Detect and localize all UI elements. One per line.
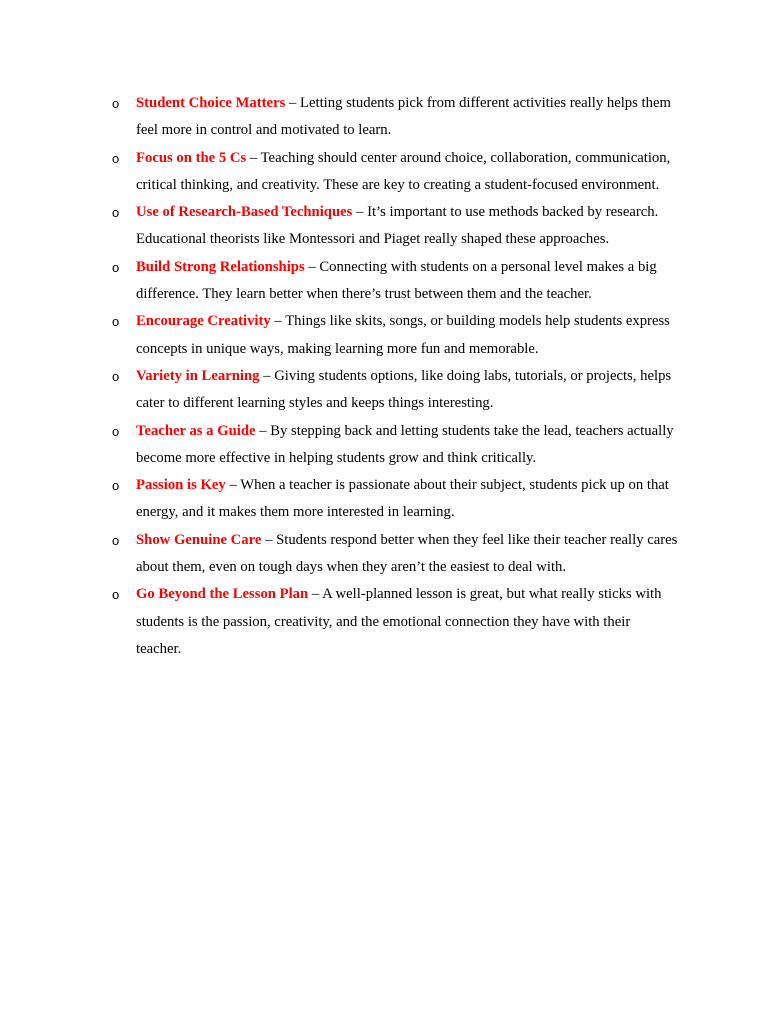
bullet-marker: o xyxy=(112,587,120,603)
list-item xyxy=(112,145,678,200)
bullet-text: A well-planned lesson is great, but what really sticks with students is the passion, creativity, and the emotional connection they have with their teacher. xyxy=(136,586,662,657)
bullet-text: Letting students pick from different activities really helps them feel more in control and motivated to learn. xyxy=(136,95,671,139)
bullet-separator: – xyxy=(246,149,261,166)
bullet-marker: o xyxy=(112,423,120,439)
bullet-marker: o xyxy=(112,96,120,111)
bullet-marker: o xyxy=(112,478,120,494)
list-item xyxy=(112,90,678,145)
bullet-separator: – xyxy=(304,258,320,275)
bullet-separator: – xyxy=(255,422,271,439)
bullet-title: Variety in Learning xyxy=(136,367,260,384)
bullet-title: Build Strong Relationships xyxy=(136,258,305,275)
bullet-separator: – xyxy=(261,531,277,548)
list-item xyxy=(112,418,678,473)
bullet-text: Students respond better when they feel like their teacher really cares about them, even on tough days when they aren’t the easiest to deal with. xyxy=(136,531,678,576)
bullet-marker: o xyxy=(112,150,120,166)
bullet-separator: – xyxy=(352,204,368,221)
bullet-separator: – xyxy=(308,586,323,603)
bullet-marker: o xyxy=(112,205,120,221)
bullet-title: Go Beyond the Lesson Plan xyxy=(136,586,309,603)
list-item xyxy=(112,363,678,418)
bullet-title: Student Choice Matters xyxy=(136,95,286,111)
bullet-separator: – xyxy=(270,313,286,330)
bullet-text: Teaching should center around choice, collaboration, communication, critical thinking, and creativity. These are key to creating a student-focused environment. xyxy=(136,149,671,193)
list-item xyxy=(112,199,678,254)
bullet-separator: – xyxy=(225,477,241,494)
bullet-text: When a teacher is passionate about their subject, students pick up on that energy, and it makes them more interested in learning. xyxy=(136,477,669,521)
bullet-separator: – xyxy=(259,367,275,384)
bullet-title: Use of Research-Based Techniques xyxy=(136,204,353,221)
bullet-list xyxy=(112,90,678,663)
bullet-text: It’s important to use methods backed by research. Educational theorists like Montessori and Piaget really shaped these approaches. xyxy=(136,204,659,248)
bullet-title: Teacher as a Guide xyxy=(136,422,256,439)
bullet-text: Things like skits, songs, or building models help students express concepts in unique ways, making learning more fun and memorable. xyxy=(136,313,670,357)
bullet-text: Connecting with students on a personal level makes a big difference. They learn better when there’s trust between them and the teacher. xyxy=(136,258,657,303)
list-item xyxy=(112,527,678,582)
bullet-title: Focus on the 5 Cs xyxy=(136,149,247,166)
bullet-marker: o xyxy=(112,314,120,330)
list-item xyxy=(112,472,678,527)
bullet-text: Giving students options, like doing labs, tutorials, or projects, helps cater to different learning styles and keeps things interesting. xyxy=(136,367,672,412)
bullet-marker: o xyxy=(112,259,120,275)
bullet-title: Passion is Key xyxy=(136,477,226,494)
list-item xyxy=(112,308,678,363)
bullet-marker: o xyxy=(112,368,120,384)
bullet-title: Encourage Creativity xyxy=(136,313,271,330)
bullet-marker: o xyxy=(112,532,120,548)
bullet-title: Show Genuine Care xyxy=(136,531,262,548)
bullet-text: By stepping back and letting students take the lead, teachers actually become more effective in helping students grow and think critically. xyxy=(136,422,674,466)
list-item xyxy=(112,254,678,309)
list-item xyxy=(112,581,678,663)
bullet-separator: – xyxy=(285,95,300,111)
